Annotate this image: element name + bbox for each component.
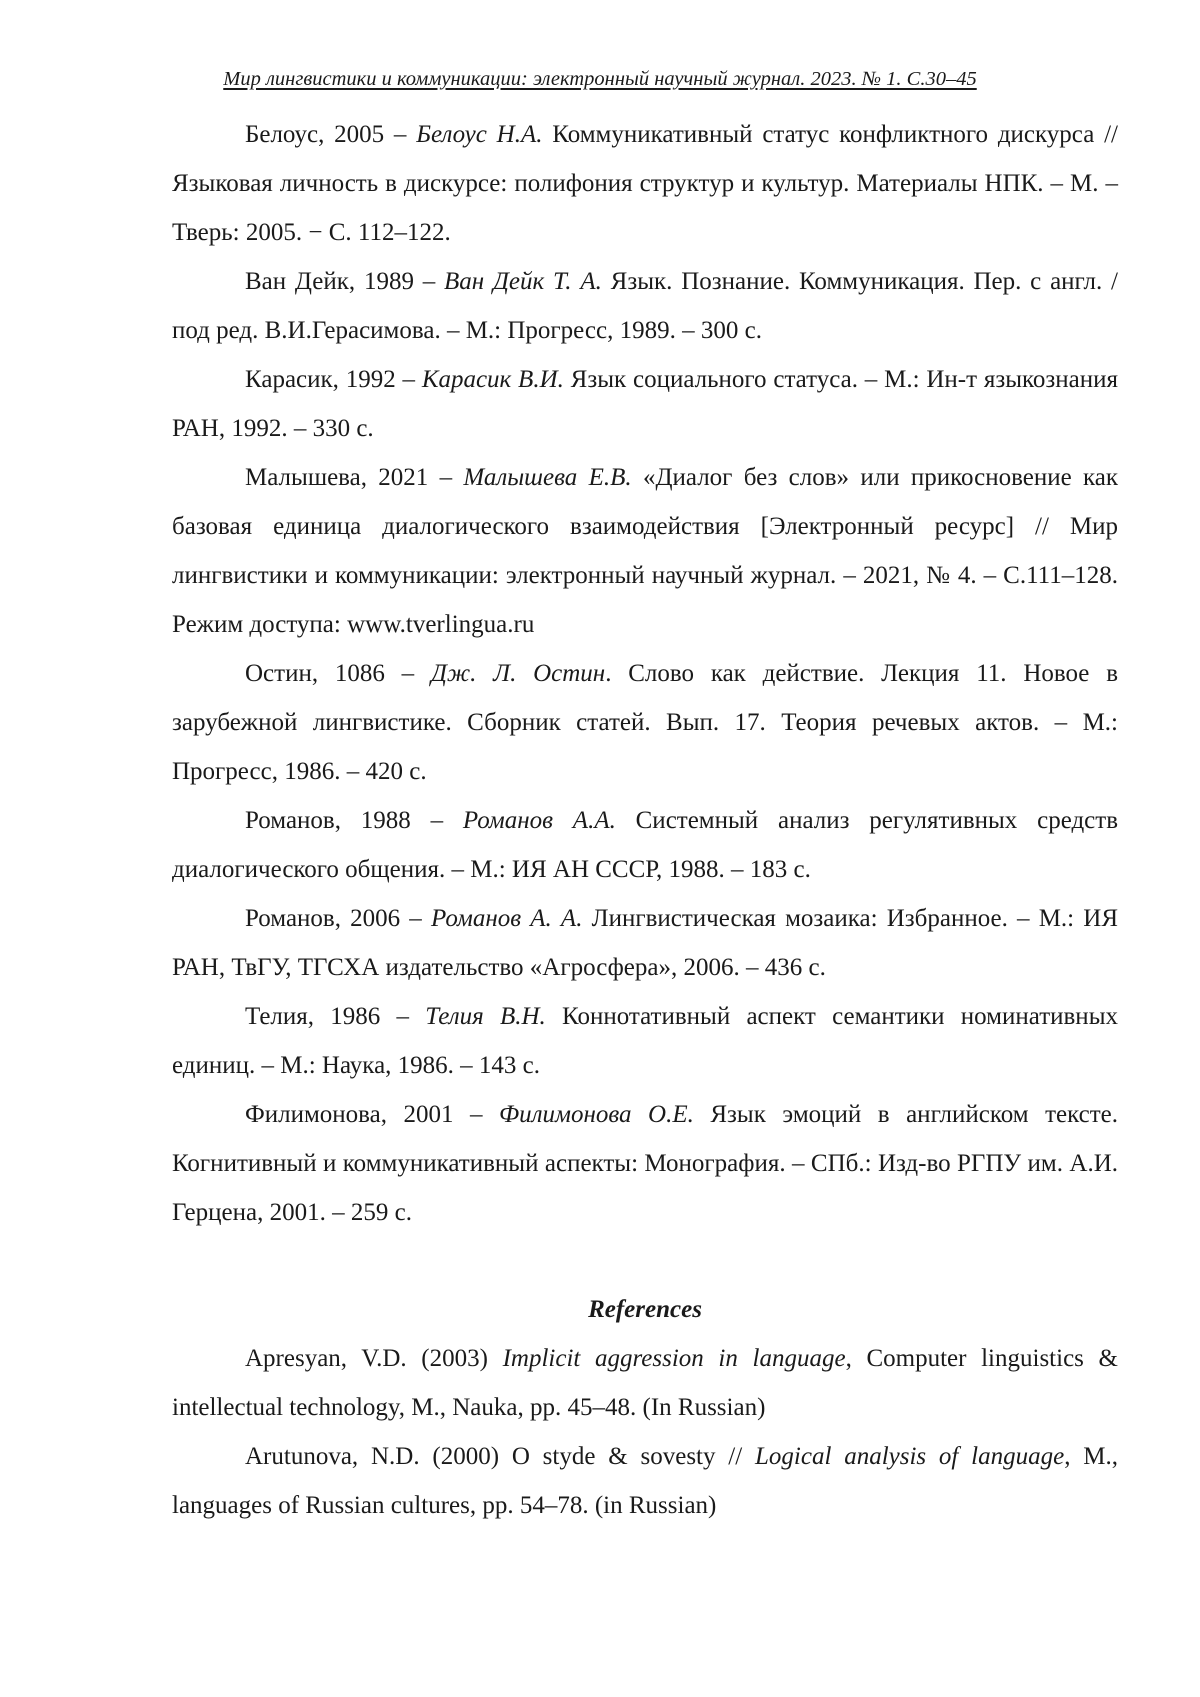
bibliography-entry: Ван Дейк, 1989 – Ван Дейк Т. А. Язык. Познание. Коммуникация. Пер. с англ. / под ред. В.И.Герасимова. – М.: Прогресс, 1989. – 300 с. <box>172 268 1118 344</box>
entry-author: Филимонова О.Е. <box>498 1101 694 1128</box>
entry-author: Белоус Н.А. <box>416 121 543 148</box>
bibliography-entry: Романов, 2006 – Романов А. А. Лингвистическая мозаика: Избранное. – М.: ИЯ РАН, ТвГУ, ТГСХА издательство «Агросфера», 2006. – 436 с. <box>172 905 1119 981</box>
entry-author: Телия В.Н. <box>425 1003 546 1030</box>
reference-entry: Arutunova, N.D. (2000) O styde & sovesty // Logical analysis of language, M., languages of Russian cultures, pp. 54–78. (in Russian) <box>172 1443 1119 1519</box>
page-content <box>172 110 1118 1530</box>
bibliography-entry: Остин, 1086 – Дж. Л. Остин. Слово как действие. Лекция 11. Новое в зарубежной лингвистике. Сборник статей. Вып. 17. Теория речевых актов. – М.: Прогресс, 1986. – 420 с. <box>172 660 1118 785</box>
reference-title: Logical analysis of language <box>755 1443 1065 1470</box>
entry-author: Романов А. А. <box>430 905 583 932</box>
reference-entry: Apresyan, V.D. (2003) Implicit aggression in language, Computer linguistics & intellectual technology, M., Nauka, pp. 45–48. (In Russian) <box>172 1345 1118 1421</box>
reference-title: Implicit aggression in language <box>502 1345 846 1372</box>
entry-author: Ван Дейк Т. А. <box>444 268 602 295</box>
bibliography-entry: Телия, 1986 – Телия В.Н. Коннотативный аспект семантики номинативных единиц. – М.: Наука, 1986. – 143 с. <box>172 1003 1118 1079</box>
entry-author: Карасик В.И. <box>421 366 564 393</box>
bibliography-entry: Филимонова, 2001 – Филимонова О.Е. Язык эмоций в английском тексте. Когнитивный и коммуникативный аспекты: Монография. – СПб.: Изд-во РГПУ им. А.И. Герцена, 2001. – 259 с. <box>172 1101 1119 1226</box>
entry-author: Дж. Л. Остин <box>430 660 606 687</box>
references-heading: References <box>588 1296 702 1323</box>
bibliography-entry: Малышева, 2021 – Малышева Е.В. «Диалог без слов» или прикосновение как базовая единица диалогического взаимодействия [Электронный ресурс] // Мир лингвистики и коммуникации: электронный научный журнал. – 2021, № 4. – С.111–128. Режим доступа: www.tverlingua.ru <box>172 464 1118 638</box>
bibliography-entry: Белоус, 2005 – Белоус Н.А. Коммуникативный статус конфликтного дискурса // Языковая личность в дискурсе: полифония структур и культур. Материалы НПК. – М. –Тверь: 2005. − С. 112–122. <box>172 121 1118 246</box>
bibliography-entry: Романов, 1988 – Романов А.А. Системный анализ регулятивных средств диалогического общения. – М.: ИЯ АН СССР, 1988. – 183 с. <box>172 807 1119 883</box>
entry-author: Романов А.А. <box>462 807 616 834</box>
running-header: Мир лингвистики и коммуникации: электронный научный журнал. 2023. № 1. С.30–45 <box>223 68 977 90</box>
bibliography-entry: Карасик, 1992 – Карасик В.И. Язык социального статуса. – М.: Ин-т языкознания РАН, 1992. – 330 с. <box>172 366 1118 442</box>
entry-author: Малышева Е.В. <box>463 464 632 491</box>
